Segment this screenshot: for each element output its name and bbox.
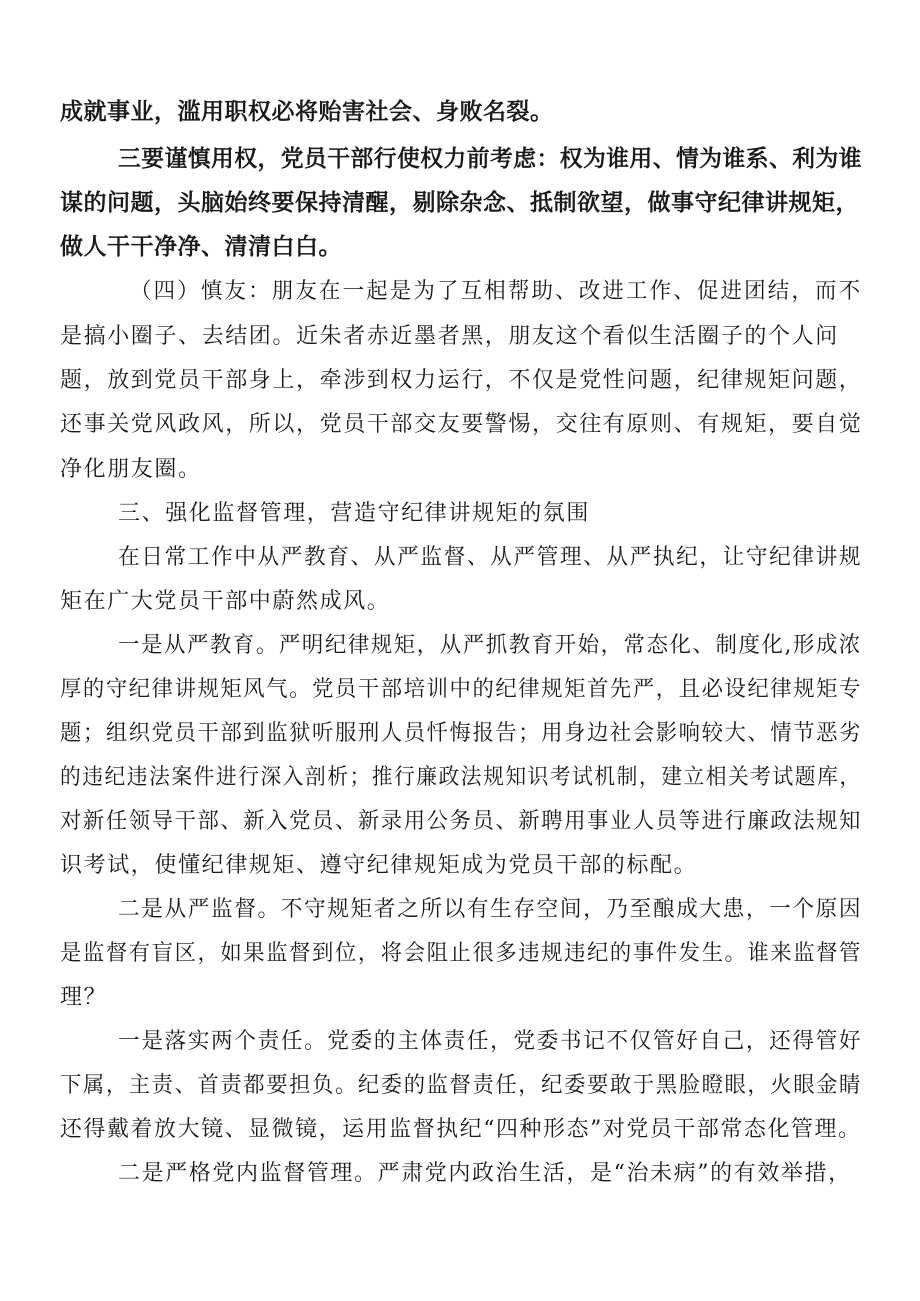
text-line: 在日常工作中从严教育、从严监督、从严管理、从严执纪，让守纪律讲规: [118, 545, 863, 570]
text-line: 厚的守纪律讲规矩风气。党员干部培训中的纪律规矩首先严，且必设纪律规矩专: [60, 677, 862, 702]
text-line: 三要谨慎用权，党员干部行使权力前考虑：权为谁用、情为谁系、利为谁: [118, 146, 863, 172]
text-line: 题；组织党员干部到监狱听服刑人员忏悔报告；用身边社会影响较大、情节恶劣: [60, 721, 862, 746]
text-line: 的违纪违法案件进行深入剖析；推行廉政法规知识考试机制，建立相关考试题库，: [60, 765, 862, 790]
text-line: 还事关党风政风，所以，党员干部交友要警惕，交往有原则、有规矩，要自觉: [60, 412, 863, 437]
text-line: 矩在广大党员干部中蔚然成风。: [60, 589, 391, 614]
text-line: 是搞小圈子、去结团。近朱者赤近墨者黑，朋友这个看似生活圈子的个人问: [60, 324, 839, 349]
text-line: 二是严格党内监督管理。严肃党内政治生活，是“治未病”的有效举措，: [118, 1161, 852, 1186]
text-line: 二是从严监督。不守规矩者之所以有生存空间，乃至酿成大患，一个原因: [118, 897, 863, 922]
section-heading: 三、强化监督管理，营造守纪律讲规矩的氛围: [118, 501, 591, 526]
text-line: 谋的问题，头脑始终要保持清醒，剔除杂念、抵制欲望，做事守纪律讲规矩，: [60, 190, 859, 216]
text-line: （四）慎友：朋友在一起是为了互相帮助、改进工作、促进团结，而不: [130, 279, 863, 304]
text-line: 净化朋友圈。: [60, 457, 202, 482]
text-line: 题，放到党员干部身上，牵涉到权力运行，不仅是党性问题，纪律规矩问题，: [60, 368, 863, 393]
text-line: 做人干干净净、清清白白。: [60, 234, 342, 260]
text-line: 一是落实两个责任。党委的主体责任，党委书记不仅管好自己，还得管好: [118, 1029, 863, 1054]
text-line: 理？: [60, 985, 108, 1010]
text-line: 成就事业，滥用职权必将贻害社会、身败名裂。: [60, 99, 554, 125]
text-line: 对新任领导干部、新入党员、新录用公务员、新聘用事业人员等进行廉政法规知: [60, 809, 862, 834]
text-line: 还得戴着放大镜、显微镜，运用监督执纪“四种形态”对党员干部常态化管理。: [60, 1117, 862, 1142]
text-line: 是监督有盲区，如果监督到位，将会阻止很多违规违纪的事件发生。谁来监督管: [60, 941, 862, 966]
text-line: 下属，主责、首责都要担负。纪委的监督责任，纪委要敢于黑脸瞪眼，火眼金睛: [60, 1073, 862, 1098]
text-line: 一是从严教育。严明纪律规矩，从严抓教育开始，常态化、制度化,形成浓: [118, 633, 862, 658]
text-line: 识考试，使懂纪律规矩、遵守纪律规矩成为党员干部的标配。: [60, 853, 698, 878]
